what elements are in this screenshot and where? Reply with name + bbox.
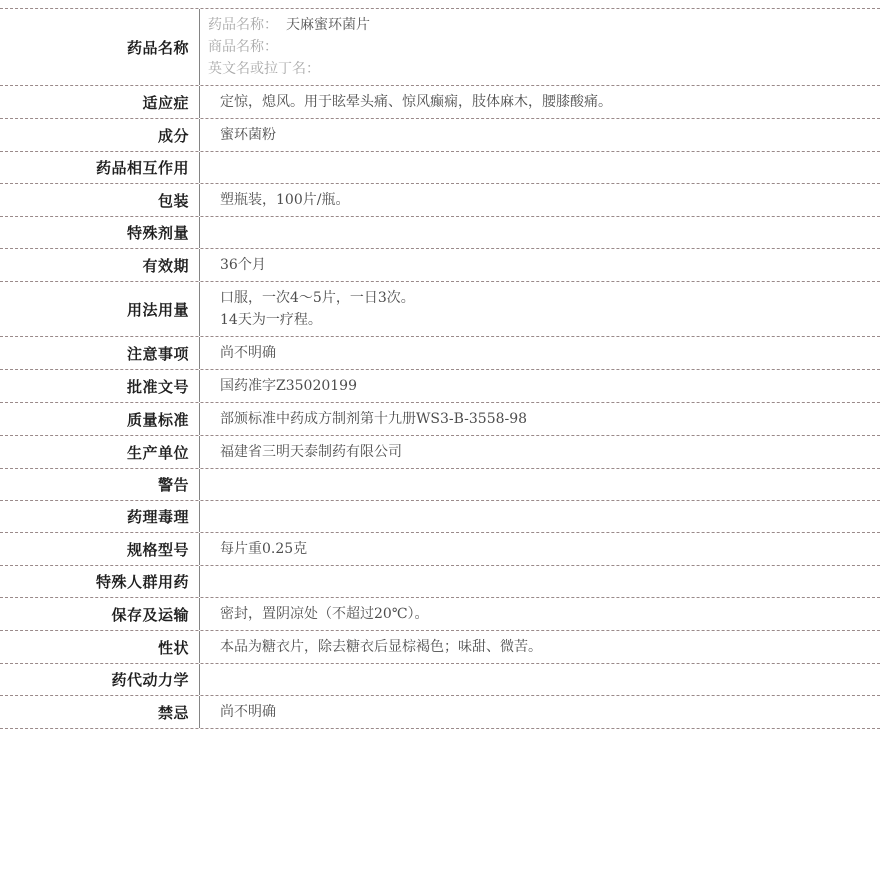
value-line: 36个月: [220, 257, 266, 273]
row-value: [200, 664, 880, 695]
row-value: [200, 501, 880, 532]
row-value: [200, 469, 880, 500]
row-label: 规格型号: [0, 533, 200, 565]
table-row: [0, 566, 880, 598]
drug-info-table: [0, 8, 880, 729]
row-value: [200, 249, 880, 281]
value-line: 国药准字Z35020199: [220, 378, 357, 394]
value-line: 塑瓶装，100片/瓶。: [220, 192, 350, 208]
table-row: [0, 436, 880, 469]
table-row: [0, 249, 880, 282]
value-line: 本品为糖衣片，除去糖衣后显棕褐色；味甜、微苦。: [220, 639, 542, 655]
table-row: [0, 631, 880, 664]
row-label: 药代动力学: [0, 664, 200, 695]
row-label: 性状: [0, 631, 200, 663]
value-line: 福建省三明天泰制药有限公司: [220, 444, 402, 460]
table-row: [0, 337, 880, 370]
value-line: 密封，置阴凉处（不超过20℃）。: [220, 606, 429, 622]
value-line: [208, 14, 870, 36]
value-line: 口服，一次4～5片，一日3次。: [220, 290, 415, 306]
row-value: [200, 403, 880, 435]
value-line: 每片重0.25克: [220, 541, 308, 557]
row-value: [200, 9, 880, 85]
row-label: 批准文号: [0, 370, 200, 402]
row-label: 有效期: [0, 249, 200, 281]
row-value: [200, 337, 880, 369]
value-line: 尚不明确: [220, 704, 276, 720]
table-row: [0, 119, 880, 152]
table-row: [0, 282, 880, 337]
row-label: 质量标准: [0, 403, 200, 435]
row-value: [200, 282, 880, 336]
row-value: [200, 436, 880, 468]
row-label: 药品名称: [0, 9, 200, 85]
row-value: [200, 184, 880, 216]
row-label: 适应症: [0, 86, 200, 118]
row-label: 警告: [0, 469, 200, 500]
row-label: 药品相互作用: [0, 152, 200, 183]
row-label: 药理毒理: [0, 501, 200, 532]
table-row: [0, 217, 880, 249]
row-value: [200, 696, 880, 728]
table-row: [0, 469, 880, 501]
table-row: [0, 184, 880, 217]
table-row: [0, 598, 880, 631]
row-value: [200, 217, 880, 248]
row-label: 用法用量: [0, 282, 200, 336]
value-line: 蜜环菌粉: [220, 127, 276, 143]
value-line: [208, 36, 870, 58]
row-label: 生产单位: [0, 436, 200, 468]
row-value: [200, 598, 880, 630]
value-line: 14天为一疗程。: [220, 312, 322, 328]
field-value: 天麻蜜环菌片: [286, 17, 370, 33]
table-row: [0, 533, 880, 566]
table-row: [0, 696, 880, 729]
row-value: [200, 533, 880, 565]
table-row: [0, 403, 880, 436]
value-line: 定惊，熄风。用于眩晕头痛、惊风癫痫，肢体麻木，腰膝酸痛。: [220, 94, 612, 110]
row-label: 注意事项: [0, 337, 200, 369]
row-value: [200, 86, 880, 118]
field-prefix-label: 英文名或拉丁名：: [208, 61, 320, 77]
value-line: 尚不明确: [220, 345, 276, 361]
table-row: [0, 501, 880, 533]
row-label: 成分: [0, 119, 200, 151]
row-value: [200, 119, 880, 151]
row-label: 特殊剂量: [0, 217, 200, 248]
row-value: [200, 152, 880, 183]
table-row: [0, 9, 880, 86]
table-row: [0, 86, 880, 119]
row-label: 保存及运输: [0, 598, 200, 630]
row-value: [200, 631, 880, 663]
field-prefix-label: 商品名称：: [208, 39, 278, 55]
table-row: [0, 370, 880, 403]
row-label: 特殊人群用药: [0, 566, 200, 597]
value-line: [208, 58, 870, 80]
row-label: 禁忌: [0, 696, 200, 728]
table-row: [0, 664, 880, 696]
field-prefix-label: 药品名称：: [208, 17, 278, 33]
value-line: 部颁标准中药成方制剂第十九册WS3-B-3558-98: [220, 411, 528, 427]
row-value: [200, 566, 880, 597]
row-value: [200, 370, 880, 402]
row-label: 包装: [0, 184, 200, 216]
table-row: [0, 152, 880, 184]
